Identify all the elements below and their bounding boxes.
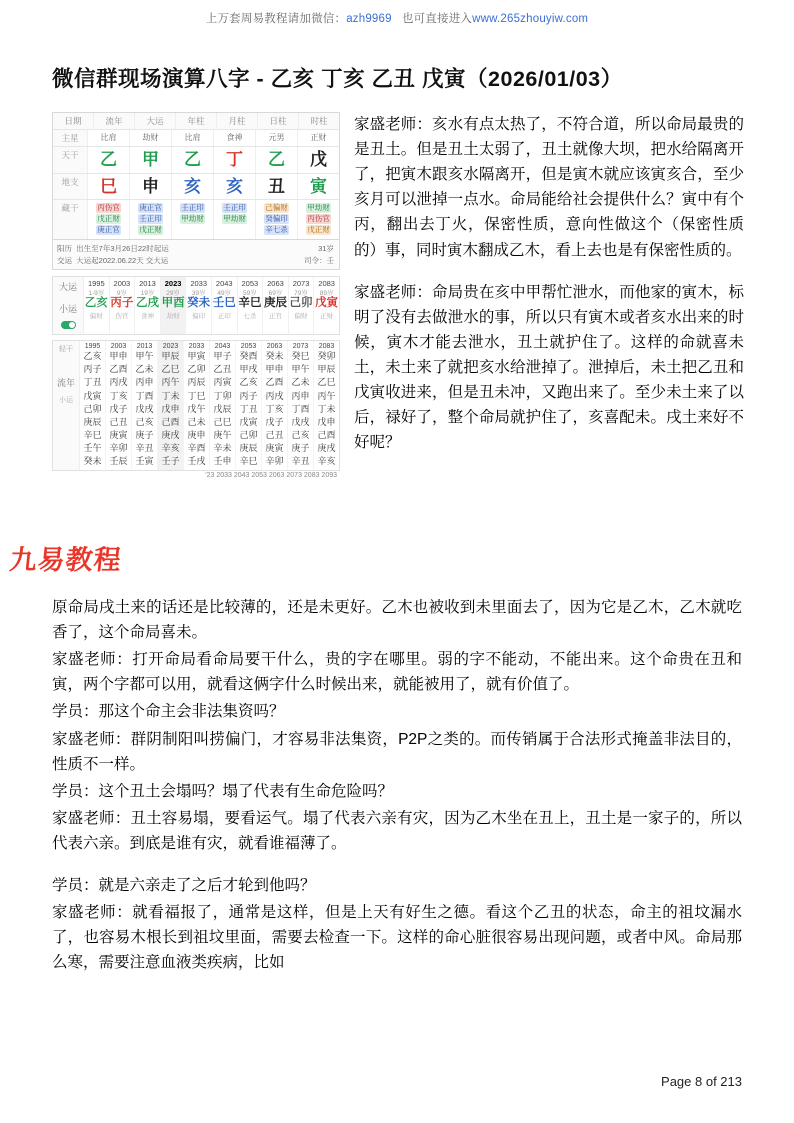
liunian-cell: 庚辰 (239, 442, 258, 453)
liunian-cell: 乙丑 (213, 364, 232, 375)
row-label: 天干 (53, 147, 88, 173)
dayun-star: 偏财 (294, 312, 308, 320)
liunian-cell: 己亥 (291, 429, 310, 440)
dayun-year: 2043 (215, 278, 233, 288)
row-label: 藏干 (53, 200, 88, 239)
canggan-cell (88, 200, 130, 239)
info-right-1: 31岁 (318, 244, 334, 254)
canggan-tag: 丙伤官 (97, 203, 120, 213)
liunian-cell: 己未 (187, 416, 206, 427)
liunian-cell: 丙戌 (109, 377, 128, 388)
dayun-age: 29岁 (166, 289, 180, 297)
dizhi-cell: 申 (130, 174, 172, 200)
canggan-tag: 甲劫财 (181, 214, 204, 224)
dayun-year: 2073 (292, 278, 310, 288)
dayun-column[interactable] (212, 277, 238, 334)
dayun-age: 1-9岁 (88, 289, 105, 297)
liunian-cell: 乙酉 (109, 364, 128, 375)
dayun-year: 2083 (318, 278, 335, 288)
top-watermark (0, 10, 794, 26)
paragraph: 学员：那这个命主会非法集资吗？ (52, 703, 285, 721)
dizhi-cell: 亥 (214, 174, 256, 200)
liunian-cell: 乙亥 (239, 377, 258, 388)
liunian-year: 2073 (292, 343, 309, 351)
dayun-ganzhi: 己卯 (289, 296, 313, 309)
dayun-column[interactable] (238, 277, 264, 334)
dayun-toggle[interactable] (61, 321, 76, 329)
dayun-label-text: 大运 (58, 281, 77, 292)
liunian-cell: 庚申 (187, 429, 206, 440)
tiangan-cell: 乙 (88, 147, 130, 173)
liunian-cell: 丁酉 (135, 390, 154, 401)
liunian-cell: 壬午 (83, 442, 102, 453)
paragraph: 家盛老师：丑土容易塌，要看运气。塌了代表六亲有灾，因为乙木坐在丑上，丑土是一家子的，所以代表六亲。到底是谁有灾，就看谁福薄了。 (52, 809, 742, 852)
liunian-cell: 戊寅 (83, 390, 102, 401)
liunian-cell: 丁巳 (187, 390, 206, 401)
liunian-cell: 壬戌 (187, 455, 206, 466)
liunian-cell: 丁卯 (213, 390, 232, 401)
info-right-2: 司令：壬 (304, 255, 334, 265)
liunian-cell: 丙寅 (213, 377, 232, 388)
mainstar-cell: 食神 (214, 130, 256, 146)
liunian-cell: 辛巳 (239, 455, 258, 466)
liunian-cell: 乙未 (135, 364, 154, 375)
tiangan-cell: 甲 (130, 147, 172, 173)
dayun-ganzhi: 戊寅 (315, 296, 339, 309)
liunian-cell: 己酉 (317, 429, 336, 440)
liunian-cell: 庚子 (291, 442, 310, 453)
liunian-column[interactable] (210, 341, 236, 469)
dayun-table (52, 276, 340, 335)
paragraph: 家盛老师：打开命局看命局要干什么，贵的字在哪里。弱的字不能动，不能出来。这个命贵在丑和寅，两个字都可以用，就看这俩字什么时候出来，就能被用了，就有价值了。 (52, 651, 742, 694)
dayun-age: 79岁 (294, 289, 308, 297)
dayun-age: 49岁 (217, 289, 232, 297)
dayun-ganzhi: 辛巳 (238, 296, 262, 309)
dayun-age: 69岁 (268, 289, 283, 297)
liunian-cell: 己卯 (83, 403, 102, 414)
liunian-year: 2003 (110, 343, 127, 351)
liunian-cell: 丁酉 (291, 403, 310, 414)
page-title: 微信群现场演算八字 - 乙亥 丁亥 乙丑 戊寅（2026/01/03） (52, 67, 623, 91)
liunian-cell: 丁丑 (83, 377, 102, 388)
liunian-year: 2033 (188, 343, 205, 351)
liunian-header-label: 轻干 (59, 346, 73, 354)
dayun-grid (84, 277, 339, 334)
liunian-cell: 癸巳 (291, 351, 310, 362)
paragraph: 原命局戌土来的话还是比较薄的，还是未更好。乙木也被收到未里面去了，因为它是乙木，乙木就吃香了，这个命局喜未。 (52, 599, 742, 642)
watermark-wechat-id: azh9969 (346, 13, 392, 25)
bazi-mainstar-row (53, 130, 339, 147)
liunian-label-text: 流年 (56, 378, 75, 389)
dayun-column[interactable] (84, 277, 110, 334)
liunian-year: 2023 (162, 343, 179, 351)
liunian-cell: 乙巳 (317, 377, 336, 388)
liunian-cell: 乙巳 (161, 364, 180, 375)
liunian-year: 1995 (84, 343, 101, 351)
liunian-cell: 丙申 (135, 377, 154, 388)
canggan-tag: 己偏财 (265, 203, 288, 213)
liunian-cell: 丙午 (161, 377, 180, 388)
liunian-year: 2043 (214, 343, 231, 351)
dayun-ganzhi: 癸未 (187, 296, 211, 309)
liunian-cell: 辛丑 (135, 442, 154, 453)
canggan-tag: 壬正印 (181, 203, 204, 213)
dayun-age: 89岁 (319, 289, 334, 297)
dayun-age: 19岁 (140, 289, 155, 297)
liunian-year: 2063 (266, 343, 283, 351)
liunian-cell: 甲子 (213, 351, 232, 362)
dayun-year: 2033 (190, 278, 208, 288)
bazi-canggan-row (53, 200, 339, 239)
dayun-star: 劫财 (166, 312, 180, 320)
canggan-tag: 戊正财 (139, 225, 162, 235)
liunian-cell: 戊戌 (291, 416, 310, 427)
liunian-column[interactable] (236, 341, 262, 469)
paragraph: 家盛老师：亥水有点太热了，不符合道，所以命局最贵的是丑土。但是丑土太弱了，丑土就像大坝，把水给隔离开了，把寅木跟亥水隔离开，但是寅木就应该寅亥合，至少亥月可以泄掉一点水。命局能给社会提供什么？寅中有个丙，翻出去丁火，保密性质，意向性做这个（保密性质的）事，同时寅木翻成乙木，看上去也是有保密性质的。 (354, 116, 744, 259)
dayun-column-active[interactable] (161, 277, 187, 334)
dayun-star: 正财 (320, 312, 334, 320)
dayun-year: 2023 (164, 278, 182, 288)
liunian-cell: 乙酉 (265, 377, 284, 388)
liunian-cell: 丁未 (161, 390, 180, 401)
dayun-label (53, 277, 84, 334)
mainstar-cell: 元男 (256, 130, 298, 146)
dayun-column[interactable] (263, 277, 289, 334)
liunian-cell: 丙午 (317, 390, 336, 401)
liunian-cell: 辛酉 (187, 442, 206, 453)
liunian-cell: 庚寅 (265, 442, 284, 453)
liunian-cell: 甲寅 (187, 351, 206, 362)
bazi-chart (52, 112, 340, 480)
canggan-tag: 戊正财 (97, 214, 120, 224)
info-line-2: 大运起2022.06.22天 交大运 (76, 255, 169, 265)
liunian-cell: 己丑 (265, 429, 284, 440)
liunian-cell: 丙戌 (265, 390, 284, 401)
dizhi-cell: 寅 (310, 176, 327, 196)
info-label-1: 阳历 (57, 244, 72, 254)
bazi-header-cell: 年柱 (176, 113, 217, 129)
liunian-cell: 戊戌 (135, 403, 154, 414)
dayun-age: 9岁 (116, 289, 127, 297)
liunian-year: 2013 (136, 343, 153, 351)
page-footer: Page 8 of 213 (661, 1074, 742, 1089)
canggan-tag: 甲劫财 (307, 203, 330, 213)
liunian-cell: 乙未 (291, 377, 310, 388)
dizhi-cell: 亥 (172, 174, 214, 200)
liunian-cell: 丁未 (317, 403, 336, 414)
liunian-column[interactable] (262, 341, 288, 469)
bazi-header-cell: 流年 (94, 113, 135, 129)
liunian-column[interactable] (184, 341, 210, 469)
liunian-cell: 戊午 (187, 403, 206, 414)
dayun-column[interactable] (110, 277, 136, 334)
canggan-cell (172, 200, 214, 239)
liunian-footer-years: '23 2033 2043 2053 2063 2073 2083 2093 (205, 471, 337, 479)
liunian-cell: 壬寅 (135, 455, 154, 466)
liunian-cell: 戊辰 (213, 403, 232, 414)
liunian-cell: 丙申 (291, 390, 310, 401)
info-line-1: 出生至7年3月26日22时起运 (76, 244, 169, 254)
dayun-column[interactable] (314, 277, 339, 334)
dayun-ganzhi: 丙子 (110, 296, 134, 309)
canggan-tag: 庚正官 (97, 225, 120, 235)
liunian-cell: 壬辰 (109, 455, 128, 466)
dayun-year: 2063 (267, 278, 284, 288)
tiangan-cell: 丁 (214, 147, 256, 173)
row-label: 地支 (53, 174, 88, 200)
canggan-cell (130, 200, 172, 239)
dayun-year: 2003 (113, 278, 131, 288)
mainstar-cell: 正财 (310, 133, 327, 142)
canggan-tag: 壬正印 (139, 214, 162, 224)
liunian-cell: 乙卯 (187, 364, 206, 375)
liunian-cell: 庚午 (213, 429, 232, 440)
liunian-cell: 己酉 (161, 416, 180, 427)
watermark-site: www.265zhouyiw.com (472, 13, 589, 25)
liunian-column[interactable] (80, 341, 106, 469)
liunian-column-active[interactable] (158, 341, 184, 469)
liunian-cell: 辛亥 (161, 442, 180, 453)
paragraph: 家盛老师：命局贵在亥中甲帮忙泄水，而他家的寅木，标明了没有去做泄水的事，所以只有寅木或者亥水出来的时候，寅木才能去泄水，丑土就护住了。这样的命就喜未土，未土来了就把亥水给泄掉了。泄掉后，未土把乙丑和戊寅收进来，但是丑未冲，又跑出来了。至少未土来了以后，禄好了，整个命局就护住了，亥喜配未。戌土来好不好呢？ (354, 283, 744, 452)
liunian-cell: 庚戌 (317, 442, 336, 453)
liunian-cell: 甲戌 (239, 364, 258, 375)
liunian-cell: 庚戌 (161, 429, 180, 440)
liunian-cell: 丁亥 (265, 403, 284, 414)
dayun-star: 七杀 (243, 312, 257, 320)
bazi-table (52, 112, 340, 240)
canggan-tag: 壬正印 (223, 203, 246, 213)
bazi-header-cell: 日柱 (258, 113, 299, 129)
tiangan-cell: 乙 (172, 147, 214, 173)
bazi-header-cell: 月柱 (217, 113, 258, 129)
info-label-2: 交运 (57, 255, 72, 265)
liunian-cell: 甲午 (291, 364, 310, 375)
liunian-cell: 辛亥 (317, 455, 336, 466)
bazi-dizhi-row (53, 174, 339, 201)
liunian-year: 2083 (318, 343, 335, 351)
dayun-star: 偏印 (192, 312, 206, 320)
liunian-cell: 癸未 (83, 455, 102, 466)
bazi-header-cell: 大运 (135, 113, 176, 129)
dayun-star: 食神 (140, 312, 154, 320)
liunian-cell: 己巳 (213, 416, 232, 427)
liunian-column[interactable] (314, 341, 339, 469)
liunian-cell: 壬子 (161, 455, 180, 466)
dayun-column[interactable] (135, 277, 161, 334)
liunian-cell: 己亥 (135, 416, 154, 427)
mainstar-cell: 比肩 (172, 130, 214, 146)
liunian-cell: 庚寅 (109, 429, 128, 440)
liunian-cell: 己卯 (239, 429, 258, 440)
liunian-column[interactable] (106, 341, 132, 469)
body-text (52, 595, 742, 978)
liunian-cell: 辛巳 (83, 429, 102, 440)
liunian-cell: 戊子 (109, 403, 128, 414)
canggan-tag: 戊正财 (307, 225, 330, 235)
bazi-tiangan-row (53, 147, 339, 174)
liunian-sub-label: 小运 (59, 397, 73, 405)
dayun-year: 2053 (241, 278, 259, 288)
dayun-age: 59岁 (242, 289, 257, 297)
liunian-cell: 癸未 (265, 351, 284, 362)
liunian-cell: 甲辰 (161, 351, 180, 362)
xiaoyun-label-text: 小运 (58, 304, 77, 315)
canggan-cell (214, 200, 256, 239)
dayun-column[interactable] (186, 277, 212, 334)
liunian-cell: 乙亥 (83, 351, 102, 362)
paragraph: 学员：这个丑土会塌吗？塌了代表有生命危险吗？ (52, 782, 394, 800)
liunian-cell: 己丑 (109, 416, 128, 427)
liunian-cell: 庚子 (135, 429, 154, 440)
liunian-cell: 甲辰 (317, 364, 336, 375)
dayun-year: 2013 (139, 278, 156, 288)
liunian-cell: 辛卯 (109, 442, 128, 453)
dayun-ganzhi: 甲酉 (161, 296, 185, 309)
paragraph: 家盛老师：就看福报了，通常是这样，但是上天有好生之德。看这个乙丑的状态，命主的祖坟漏水了，也容易木根长到祖坟里面，需要去检查一下。这样的命心脏很容易出现问题，或者中风。命局那么寒，需要注意血液类疾病，比如 (52, 904, 742, 972)
canggan-tag: 癸偏印 (265, 214, 288, 224)
dayun-ganzhi: 乙亥 (84, 296, 108, 309)
dayun-star: 偏财 (89, 312, 103, 320)
bazi-header-cell: 日期 (53, 113, 94, 129)
bazi-header-row (53, 113, 339, 130)
liunian-cell: 甲午 (135, 351, 154, 362)
liunian-grid (80, 341, 339, 469)
canggan-tag: 庚正官 (139, 203, 162, 213)
liunian-year: 2053 (240, 343, 257, 351)
liunian-cell: 丁丑 (239, 403, 258, 414)
dayun-star: 正官 (268, 312, 282, 320)
liunian-cell: 戊子 (265, 416, 284, 427)
liunian-column[interactable] (288, 341, 314, 469)
liunian-cell: 癸酉 (239, 351, 258, 362)
liunian-cell: 壬申 (213, 455, 232, 466)
canggan-cell (298, 200, 339, 239)
bazi-header-cell: 时柱 (299, 113, 339, 129)
liunian-cell: 丙辰 (187, 377, 206, 388)
dizhi-cell: 丑 (256, 174, 298, 200)
site-logo-watermark: 九易教程 (8, 545, 124, 575)
mainstar-cell: 比肩 (88, 130, 130, 146)
dayun-ganzhi: 壬巳 (212, 296, 236, 309)
dayun-ganzhi: 庚辰 (263, 296, 287, 309)
liunian-cell: 戊申 (317, 416, 336, 427)
dayun-age: 39岁 (191, 289, 206, 297)
liunian-label (53, 341, 80, 469)
liunian-cell: 辛丑 (291, 455, 310, 466)
dayun-star: 正印 (217, 312, 231, 320)
dayun-column[interactable] (289, 277, 315, 334)
dayun-star: 伤官 (115, 312, 129, 320)
canggan-tag: 甲劫财 (223, 214, 246, 224)
bazi-info-strip (52, 240, 340, 270)
watermark-text-mid: 也可直接进入 (401, 13, 473, 25)
dizhi-cell: 巳 (88, 174, 130, 200)
liunian-cell: 甲申 (109, 351, 128, 362)
tiangan-cell: 戊 (310, 150, 327, 169)
liunian-cell: 戊申 (161, 403, 180, 414)
mainstar-cell: 劫财 (130, 130, 172, 146)
right-text-column (354, 112, 744, 472)
liunian-cell: 辛卯 (265, 455, 284, 466)
liunian-cell: 庚辰 (83, 416, 102, 427)
canggan-cell (256, 200, 298, 239)
liunian-table (52, 340, 340, 470)
liunian-column[interactable] (132, 341, 158, 469)
liunian-cell: 辛未 (213, 442, 232, 453)
row-label: 主星 (53, 130, 88, 146)
liunian-cell: 癸卯 (317, 351, 336, 362)
paragraph: 家盛老师：群阴制阳叫捞偏门，才容易非法集资，P2P之类的。而传销属于合法形式掩盖非法目的，性质不一样。 (52, 730, 742, 773)
liunian-cell: 戊寅 (239, 416, 258, 427)
liunian-cell: 甲申 (265, 364, 284, 375)
paragraph: 学员：就是六亲走了之后才轮到他吗？ (52, 877, 316, 895)
canggan-tag: 丙伤官 (307, 214, 330, 224)
liunian-cell: 丁亥 (109, 390, 128, 401)
canggan-tag: 辛七杀 (265, 225, 288, 235)
dayun-ganzhi: 乙戌 (135, 296, 159, 309)
liunian-cell: 丙子 (239, 390, 258, 401)
dayun-year: 1995 (87, 278, 105, 288)
content-columns (52, 112, 742, 582)
watermark-text-left: 上万套周易教程请加微信： (205, 13, 347, 25)
liunian-cell: 丙子 (83, 364, 102, 375)
tiangan-cell: 乙 (256, 147, 298, 173)
